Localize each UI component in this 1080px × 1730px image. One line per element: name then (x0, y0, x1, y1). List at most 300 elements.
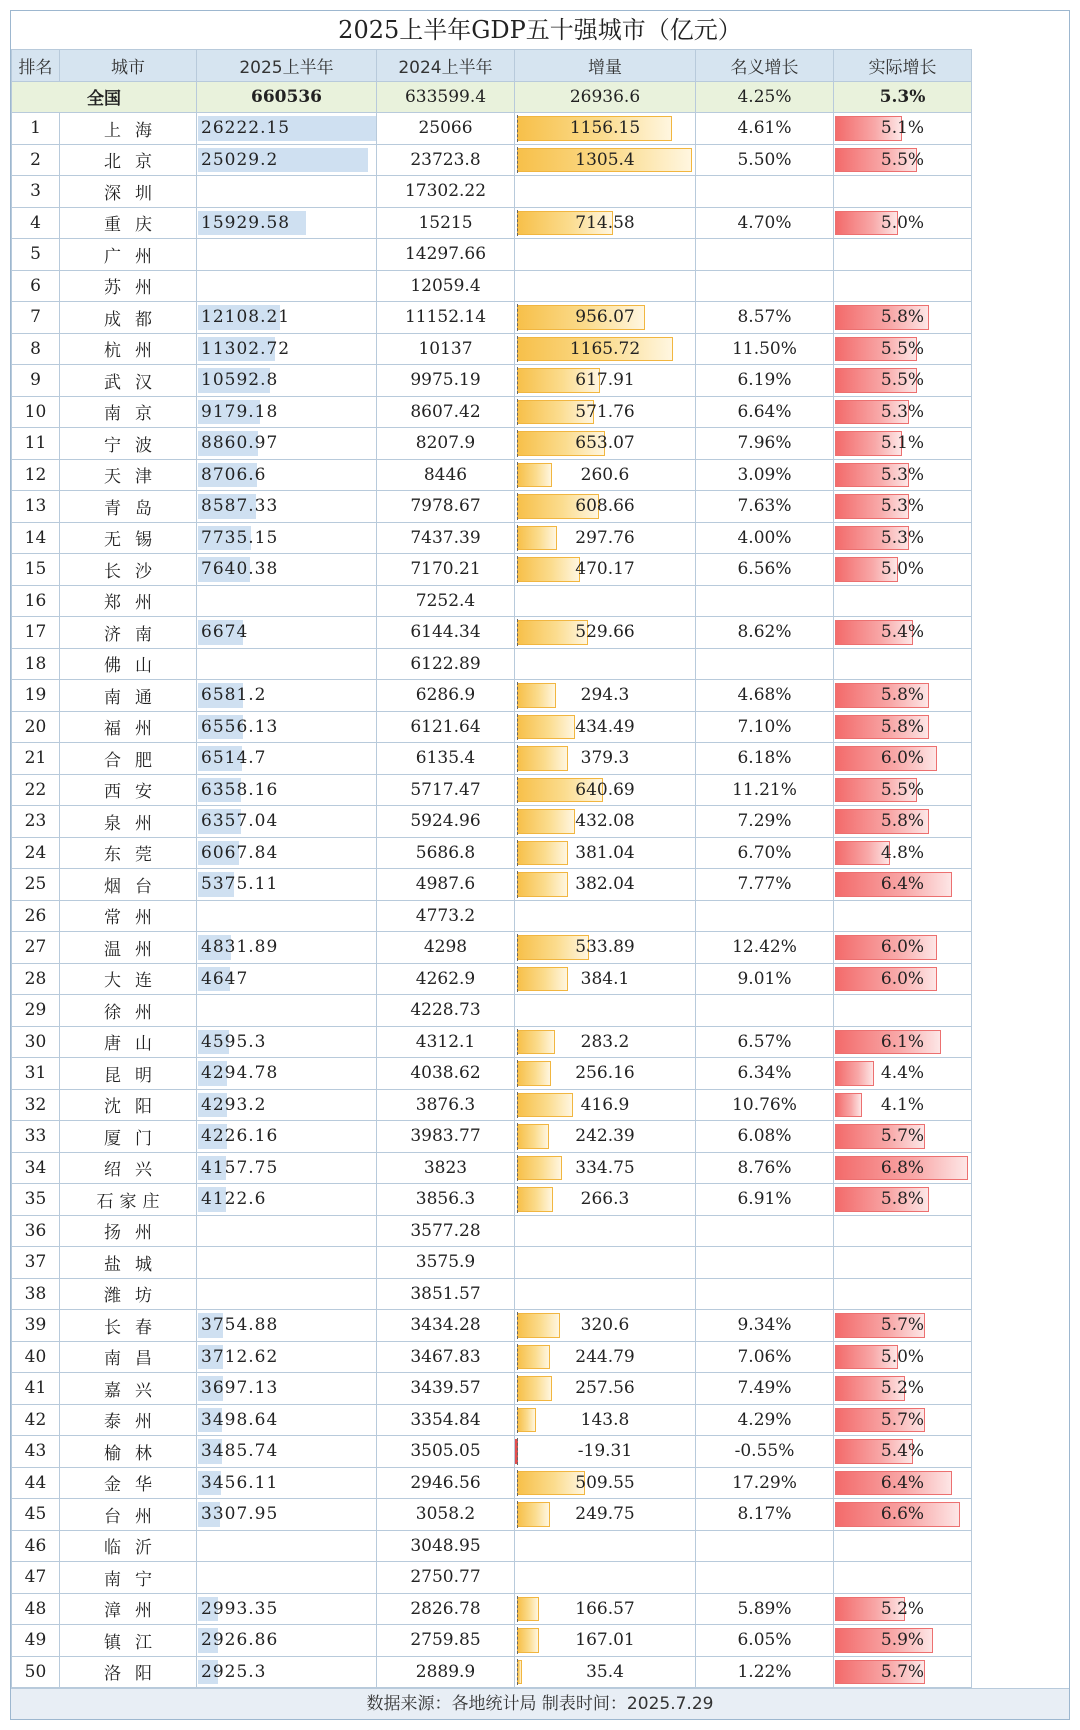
increase-value: 244.79 (575, 1346, 635, 1367)
rank-value: 37 (24, 1252, 47, 1273)
city-cell (60, 333, 197, 365)
nominal-growth-cell (696, 1593, 834, 1625)
gdp-2024-cell (377, 806, 515, 838)
gdp-2025-value (197, 244, 201, 264)
city-cell (60, 1310, 197, 1342)
gdp-2024-cell (377, 207, 515, 239)
rank-value: 14 (24, 527, 47, 548)
increase-zero-axis (517, 934, 518, 961)
nominal-growth-cell (696, 239, 834, 271)
table-row (12, 711, 972, 743)
real-growth-cell (834, 585, 972, 617)
rank-cell (12, 365, 60, 397)
nominal-growth-value: 4.00% (737, 527, 792, 548)
gdp-2024-value: 4262.9 (415, 968, 476, 989)
increase-cell (515, 522, 696, 554)
rank-cell (12, 1184, 60, 1216)
nominal-growth-cell (696, 396, 834, 428)
gdp-2024-cell (377, 459, 515, 491)
gdp-2024-value: 11152.14 (404, 307, 487, 328)
table-row (12, 774, 972, 806)
gdp-2025-value (197, 1252, 201, 1272)
rank-value: 17 (24, 622, 47, 643)
increase-zero-axis (517, 399, 518, 426)
increase-cell (515, 932, 696, 964)
increase-zero-axis (517, 1438, 518, 1465)
nominal-growth-value: 4.68% (737, 685, 792, 706)
increase-cell (515, 239, 696, 271)
gdp-2025-cell (197, 648, 377, 680)
rank-cell (12, 333, 60, 365)
city-name: 大连 (104, 971, 166, 992)
table-row (12, 1184, 972, 1216)
increase-zero-axis (517, 840, 518, 867)
table-row (12, 900, 972, 932)
increase-value: -19.31 (577, 1441, 633, 1462)
gdp-2024-value: 12059.4 (410, 275, 481, 296)
increase-value: 294.3 (580, 685, 630, 706)
gdp-2025-cell (197, 1026, 377, 1058)
city-name: 上海 (104, 120, 166, 141)
gdp-2025-cell (197, 1278, 377, 1310)
gdp-2025-cell (197, 1467, 377, 1499)
nominal-growth-cell (696, 1625, 834, 1657)
nominal-growth-cell (696, 1656, 834, 1688)
increase-bar (517, 1345, 550, 1370)
increase-cell (515, 1058, 696, 1090)
nominal-growth-value: 5.50% (737, 149, 792, 170)
gdp-2025-value: 2993.35 (201, 1598, 279, 1619)
real-growth-value: 6.8% (880, 1157, 925, 1178)
nominal-growth-cell (696, 459, 834, 491)
gdp-2024-cell (377, 1530, 515, 1562)
gdp-2024-value: 3856.3 (415, 1189, 476, 1210)
header-row (12, 50, 972, 82)
real-growth-value: 5.0% (880, 212, 925, 233)
table-row (12, 1310, 972, 1342)
column-header-increase: 增量 (515, 50, 696, 82)
increase-cell (515, 1467, 696, 1499)
nominal-growth-cell (696, 932, 834, 964)
real-growth-value: 5.8% (880, 685, 925, 706)
gdp-2024-cell (377, 1593, 515, 1625)
gdp-2025-value: 4157.75 (201, 1157, 279, 1178)
gdp-2025-cell (197, 270, 377, 302)
real-growth-value: 5.0% (880, 1346, 925, 1367)
nominal-growth-cell (696, 491, 834, 523)
column-header-real-growth: 实际增长 (834, 50, 972, 82)
gdp-2025-value: 3754.88 (201, 1315, 279, 1336)
city-name: 温州 (104, 939, 166, 960)
gdp-2025-value: 4831.89 (201, 937, 279, 958)
nominal-growth-cell (696, 1121, 834, 1153)
city-name: 杭州 (104, 341, 166, 362)
city-cell (60, 459, 197, 491)
gdp-2025-value (197, 1536, 201, 1556)
increase-zero-axis (517, 714, 518, 741)
real-growth-value: 6.4% (880, 874, 925, 895)
gdp-2024-value: 6135.4 (415, 748, 476, 769)
increase-cell (515, 711, 696, 743)
gdp-2025-cell (197, 711, 377, 743)
rank-value: 5 (30, 244, 41, 265)
gdp-2024-cell (377, 963, 515, 995)
real-growth-value: 5.9% (880, 1630, 925, 1651)
gdp-2025-cell (197, 1247, 377, 1279)
table-row (12, 1499, 972, 1531)
table-row (12, 1058, 972, 1090)
gdp-2025-value (197, 1221, 201, 1241)
nominal-growth-value: 3.09% (737, 464, 792, 485)
increase-zero-axis (517, 1596, 518, 1623)
city-cell (60, 648, 197, 680)
total-gdp-2024: 633599.4 (377, 81, 515, 113)
gdp-2024-cell (377, 1656, 515, 1688)
rank-cell (12, 1310, 60, 1342)
real-growth-value: 6.6% (880, 1504, 925, 1525)
gdp-2024-cell (377, 176, 515, 208)
table-row (12, 491, 972, 523)
table-row (12, 522, 972, 554)
nominal-growth-cell (696, 680, 834, 712)
gdp-2024-value: 3434.28 (410, 1315, 481, 1336)
city-name: 洛阳 (104, 1664, 166, 1685)
increase-value: 249.75 (575, 1504, 635, 1525)
gdp-2025-value (197, 1000, 201, 1020)
gdp-2024-cell (377, 900, 515, 932)
increase-zero-axis (517, 1123, 518, 1150)
rank-value: 44 (24, 1472, 47, 1493)
gdp-2024-cell (377, 1152, 515, 1184)
city-cell (60, 1373, 197, 1405)
gdp-2025-cell (197, 1656, 377, 1688)
increase-cell (515, 554, 696, 586)
nominal-growth-value: 1.22% (737, 1661, 792, 1682)
increase-cell (515, 963, 696, 995)
gdp-2025-cell (197, 680, 377, 712)
gdp-2024-value: 3577.28 (410, 1220, 481, 1241)
source-footer: 数据来源：各地统计局 制表时间：2025.7.29 (11, 1688, 1069, 1719)
real-growth-value: 5.3% (880, 496, 925, 517)
gdp-2025-cell (197, 743, 377, 775)
nominal-growth-value: 5.89% (737, 1598, 792, 1619)
nominal-growth-value: 6.08% (737, 1126, 792, 1147)
gdp-2025-cell (197, 869, 377, 901)
increase-zero-axis (517, 682, 518, 709)
real-growth-cell (834, 1121, 972, 1153)
city-name: 泰州 (104, 1412, 166, 1433)
increase-zero-axis (517, 1344, 518, 1371)
increase-bar (517, 809, 575, 834)
gdp-2024-cell (377, 1058, 515, 1090)
real-growth-value: 6.0% (880, 968, 925, 989)
table-row (12, 1625, 972, 1657)
gdp-2024-cell (377, 1499, 515, 1531)
rank-cell (12, 743, 60, 775)
real-growth-cell (834, 1436, 972, 1468)
nominal-growth-cell (696, 1499, 834, 1531)
gdp-2024-value: 3048.95 (410, 1535, 481, 1556)
increase-value: 266.3 (580, 1189, 630, 1210)
real-growth-cell (834, 1184, 972, 1216)
increase-zero-axis (517, 1312, 518, 1339)
gdp-2025-cell (197, 1499, 377, 1531)
increase-zero-axis (517, 556, 518, 583)
gdp-2024-value: 10137 (418, 338, 473, 359)
gdp-2024-cell (377, 743, 515, 775)
gdp-2025-cell (197, 774, 377, 806)
increase-cell (515, 113, 696, 145)
gdp-2025-cell (197, 113, 377, 145)
gdp-2024-value: 23723.8 (410, 149, 481, 170)
city-name: 成都 (104, 309, 166, 330)
gdp-2025-cell (197, 522, 377, 554)
gdp-2024-value: 6121.64 (410, 716, 481, 737)
increase-cell (515, 648, 696, 680)
increase-cell (515, 1215, 696, 1247)
real-growth-cell (834, 1373, 972, 1405)
table-row (12, 459, 972, 491)
increase-value: 257.56 (575, 1378, 635, 1399)
city-name: 厦门 (104, 1128, 166, 1149)
table-row (12, 1562, 972, 1594)
gdp-2025-cell (197, 365, 377, 397)
table-row (12, 806, 972, 838)
gdp-2024-cell (377, 1562, 515, 1594)
real-growth-cell (834, 459, 972, 491)
city-name: 榆林 (104, 1443, 166, 1464)
increase-cell (515, 1562, 696, 1594)
city-cell (60, 617, 197, 649)
city-cell (60, 1436, 197, 1468)
real-growth-cell (834, 1215, 972, 1247)
real-growth-cell (834, 365, 972, 397)
gdp-2025-cell (197, 333, 377, 365)
nominal-growth-cell (696, 1152, 834, 1184)
nominal-growth-cell (696, 1341, 834, 1373)
gdp-2024-cell (377, 648, 515, 680)
city-cell (60, 522, 197, 554)
increase-zero-axis (517, 808, 518, 835)
nominal-growth-cell (696, 774, 834, 806)
city-cell (60, 680, 197, 712)
table-frame (10, 10, 1070, 1720)
total-nominal-growth: 4.25% (696, 81, 834, 113)
rank-value: 35 (24, 1189, 47, 1210)
table-row (12, 1341, 972, 1373)
city-cell (60, 774, 197, 806)
nominal-growth-value: 12.42% (732, 937, 797, 958)
gdp-2024-value: 2759.85 (410, 1630, 481, 1651)
increase-cell (515, 1026, 696, 1058)
gdp-2025-value (197, 276, 201, 296)
increase-value: 432.08 (575, 811, 635, 832)
real-growth-value: 5.1% (880, 118, 925, 139)
table-row (12, 554, 972, 586)
gdp-2024-cell (377, 1026, 515, 1058)
rank-value: 8 (30, 338, 41, 359)
nominal-growth-value: 9.01% (737, 968, 792, 989)
nominal-growth-cell (696, 1215, 834, 1247)
increase-zero-axis (517, 493, 518, 520)
gdp-2025-value: 3712.62 (201, 1346, 279, 1367)
city-name: 泉州 (104, 813, 166, 834)
increase-zero-axis (517, 966, 518, 993)
increase-value: 334.75 (575, 1157, 635, 1178)
table-row (12, 1089, 972, 1121)
real-growth-value: 5.5% (880, 370, 925, 391)
real-growth-cell (834, 491, 972, 523)
gdp-2025-cell (197, 396, 377, 428)
nominal-growth-cell (696, 806, 834, 838)
city-name: 南昌 (104, 1349, 166, 1370)
increase-bar (517, 557, 580, 582)
city-name: 宁波 (104, 435, 166, 456)
gdp-2024-cell (377, 1184, 515, 1216)
gdp-2024-value: 3983.77 (410, 1126, 481, 1147)
rank-value: 1 (30, 118, 41, 139)
gdp-2024-cell (377, 365, 515, 397)
table-row (12, 585, 972, 617)
gdp-2025-value: 4595.3 (201, 1031, 267, 1052)
increase-zero-axis (517, 1407, 518, 1434)
gdp-2025-value: 5375.11 (201, 874, 279, 895)
increase-cell (515, 743, 696, 775)
increase-zero-axis (517, 1659, 518, 1686)
gdp-2024-value: 7170.21 (410, 559, 481, 580)
nominal-growth-cell (696, 711, 834, 743)
increase-bar (517, 1156, 562, 1181)
gdp-2024-cell (377, 1341, 515, 1373)
rank-cell (12, 522, 60, 554)
increase-cell (515, 1184, 696, 1216)
city-name: 漳州 (104, 1601, 166, 1622)
national-total-row (12, 81, 972, 113)
gdp-2025-cell (197, 1152, 377, 1184)
gdp-2025-cell (197, 1310, 377, 1342)
real-growth-cell (834, 1058, 972, 1090)
city-cell (60, 365, 197, 397)
real-growth-value: 5.4% (880, 622, 925, 643)
rank-value: 7 (30, 307, 41, 328)
real-growth-value: 6.4% (880, 1472, 925, 1493)
city-cell (60, 900, 197, 932)
city-cell (60, 1278, 197, 1310)
rank-cell (12, 585, 60, 617)
rank-cell (12, 1341, 60, 1373)
gdp-2024-cell (377, 396, 515, 428)
gdp-2024-cell (377, 585, 515, 617)
rank-value: 50 (24, 1661, 47, 1682)
real-growth-value: 6.1% (880, 1031, 925, 1052)
increase-bar (517, 1376, 552, 1401)
real-growth-cell (834, 396, 972, 428)
gdp-2025-value: 4122.6 (201, 1189, 267, 1210)
increase-cell (515, 1530, 696, 1562)
nominal-growth-cell (696, 1026, 834, 1058)
increase-value: 956.07 (575, 307, 635, 328)
rank-cell (12, 1026, 60, 1058)
rank-cell (12, 963, 60, 995)
table-row (12, 113, 972, 145)
total-gdp-2025: 660536 (197, 81, 377, 113)
real-growth-cell (834, 428, 972, 460)
real-growth-cell (834, 1499, 972, 1531)
gdp-2024-value: 3876.3 (415, 1094, 476, 1115)
real-growth-cell (834, 1562, 972, 1594)
rank-cell (12, 648, 60, 680)
gdp-2024-cell (377, 1121, 515, 1153)
real-growth-cell (834, 1530, 972, 1562)
city-cell (60, 806, 197, 838)
city-name: 台州 (104, 1506, 166, 1527)
rank-cell (12, 1625, 60, 1657)
gdp-2025-cell (197, 459, 377, 491)
rank-cell (12, 711, 60, 743)
table-row (12, 995, 972, 1027)
gdp-2024-cell (377, 554, 515, 586)
increase-value: 653.07 (575, 433, 635, 454)
city-name: 西安 (104, 782, 166, 803)
city-name: 常州 (104, 908, 166, 929)
increase-zero-axis (517, 147, 518, 174)
rank-value: 34 (24, 1157, 47, 1178)
rank-value: 38 (24, 1283, 47, 1304)
real-growth-cell (834, 270, 972, 302)
gdp-2024-value: 2750.77 (410, 1567, 481, 1588)
rank-value: 22 (24, 779, 47, 800)
city-cell (60, 1121, 197, 1153)
gdp-2024-value: 8207.9 (415, 433, 476, 454)
city-name: 盐城 (104, 1254, 166, 1275)
increase-zero-axis (517, 1186, 518, 1213)
gdp-2025-cell (197, 144, 377, 176)
increase-cell (515, 1625, 696, 1657)
rank-cell (12, 1247, 60, 1279)
gdp-2025-value: 7640.38 (201, 559, 279, 580)
table-row (12, 617, 972, 649)
gdp-2025-cell (197, 554, 377, 586)
gdp-2024-cell (377, 333, 515, 365)
gdp-2025-value: 10592.8 (201, 370, 279, 391)
rank-value: 19 (24, 685, 47, 706)
rank-cell (12, 774, 60, 806)
real-growth-value: 5.7% (880, 1315, 925, 1336)
city-name: 徐州 (104, 1002, 166, 1023)
real-growth-cell (834, 711, 972, 743)
increase-value: 470.17 (575, 559, 635, 580)
gdp-2025-cell (197, 1121, 377, 1153)
real-growth-cell (834, 1152, 972, 1184)
gdp-2025-value: 12108.21 (201, 307, 291, 328)
rank-cell (12, 1404, 60, 1436)
rank-cell (12, 396, 60, 428)
gdp-2024-cell (377, 491, 515, 523)
gdp-2024-cell (377, 239, 515, 271)
rank-value: 25 (24, 874, 47, 895)
nominal-growth-cell (696, 270, 834, 302)
gdp-2025-value: 25029.2 (201, 149, 279, 170)
gdp-2024-value: 3439.57 (410, 1378, 481, 1399)
city-cell (60, 1215, 197, 1247)
nominal-growth-cell (696, 113, 834, 145)
nominal-growth-value: 7.06% (737, 1346, 792, 1367)
table-row (12, 144, 972, 176)
gdp-2025-cell (197, 1436, 377, 1468)
gdp-2025-cell (197, 932, 377, 964)
nominal-growth-cell (696, 302, 834, 334)
nominal-growth-value: 7.10% (737, 716, 792, 737)
